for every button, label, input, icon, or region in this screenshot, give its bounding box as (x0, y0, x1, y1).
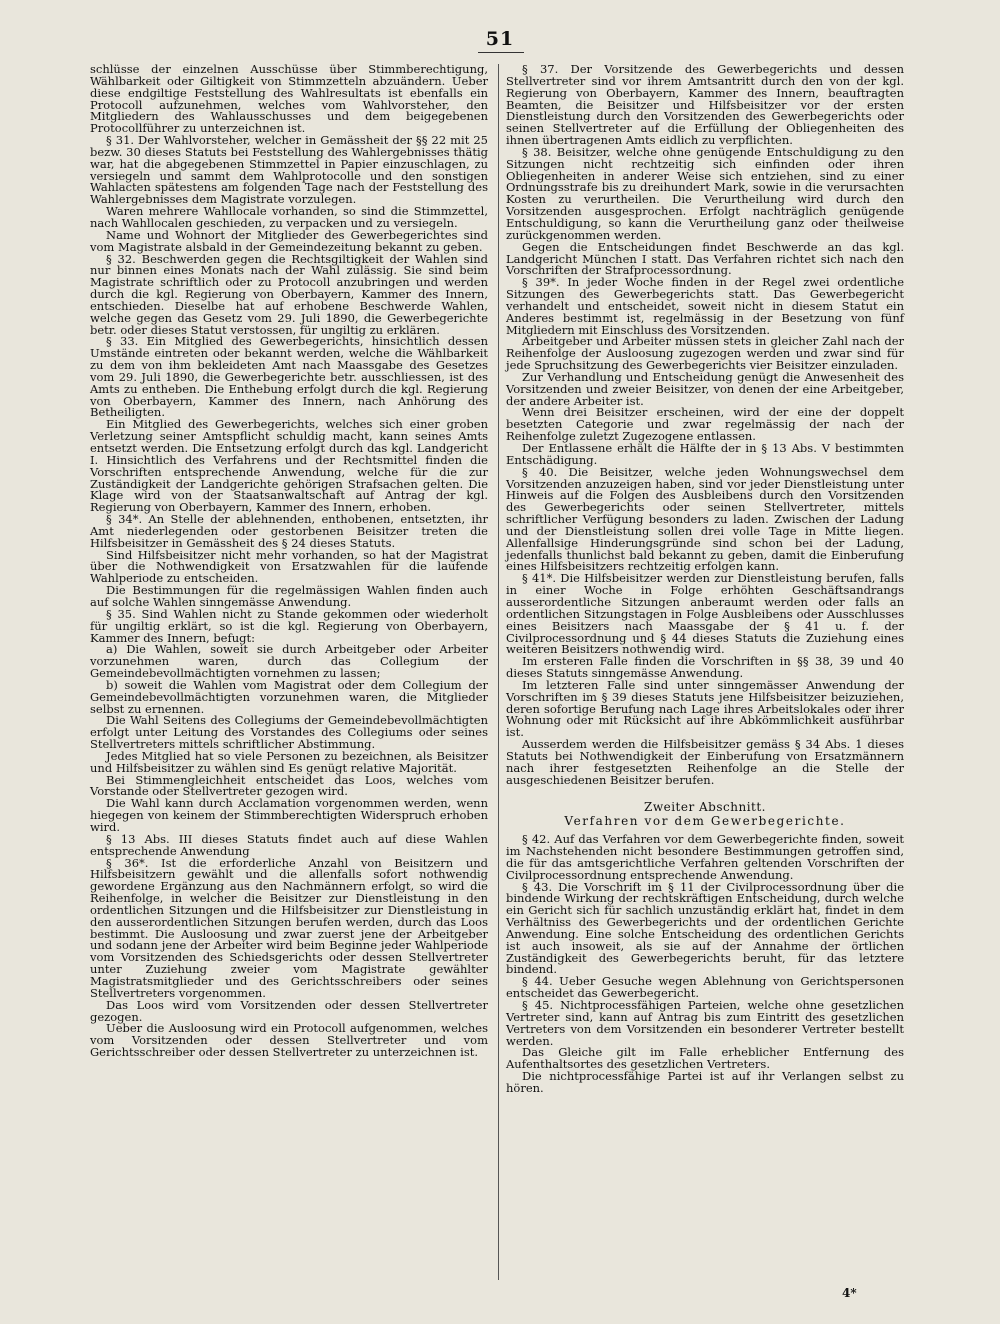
paragraph: Waren mehrere Wahllocale vorhanden, so sind die Stimmzettel, nach Wahllocalen geschieden, zu verpacken und zu versiegeln. (90, 204, 488, 230)
paragraph: Jedes Mitglied hat so viele Personen zu bezeichnen, als Beisitzer und Hilfsbeisitzer zu wählen sind Es genügt relative Majorität. (90, 748, 488, 775)
paragraph-section-44: § 44. Ueber Gesuche wegen Ablehnung von Gerichtspersonen entscheidet das Gewerbegericht. (506, 974, 904, 1001)
header-rule (478, 52, 524, 53)
paragraph-section-33: § 33. Ein Mitglied des Gewerbegerichts, hinsichtlich dessen Umstände eintreten oder bekannt werden, welche die Wählbarkeit zu dem von ihm bekleideten Amt nach Maassgabe des Gesetzes vom 29. Juli 1890, die Gewerbegerichte betr. ausschliessen, ist des Amts zu entheben. Die Enthebung erfolgt durch die kgl. Regierung von Oberbayern, Kammer des Innern, nach Anhörung des Betheiligten. (90, 334, 488, 420)
page-number: 51 (485, 28, 515, 50)
paragraph-section-40: § 40. Die Beisitzer, welche jeden Wohnungswechsel dem Vorsitzenden anzuzeigen haben, sind vor jeder Dienstleistung unter Hinweis auf die Folgen des Ausbleibens durch den Vorsitzenden des Gewerbegerichts oder seinen Stellvertreter, mittels schriftlicher Verfügung besonders zu laden. Zwischen der Ladung und der Dienstleistung sollen drei volle Tage in Mitte liegen. Allenfallsige Hinderungsgründe sind schon bei der Ladung, jedenfalls thunlichst bald bekannt zu geben, damit die Einberufung eines Hilfsbeisitzers rechtzeitig erfolgen kann. (506, 464, 904, 574)
paragraph: Ein Mitglied des Gewerbegerichts, welches sich einer groben Verletzung seiner Amtspflicht schuldig macht, kann seines Amts entsetzt werden. Die Entsetzung erfolgt durch das kgl. Landgericht I. Hinsichtlich des Verfahrens und der Rechtsmittel finden die Vorschriften entsprechende Anwendung, welche für die zur Zuständigkeit der Landgerichte gehörigen Strafsachen gelten. Die Klage wird von der Staatsanwaltschaft auf Antrag der kgl. Regierung von Oberbayern, Kammer des Innern, erhoben. (90, 417, 488, 515)
paragraph-section-39: § 39*. In jeder Woche finden in der Regel zwei ordentliche Sitzungen des Gewerbegerichts statt. Das Gewerbegericht verhandelt und entscheidet, soweit nicht in diesem Statut ein Anderes bestimmt ist, regelmässig in der Besetzung von fünf Mitgliedern mit Einschluss des Vorsitzenden. (506, 275, 904, 337)
paragraph-section-36: § 36*. Ist die erforderliche Anzahl von Beisitzern und Hilfsbeisitzern gewählt und die allenfalls sofort nothwendig gewordene Ergänzung aus den Nachmännern erfolgt, so wird die Reihenfolge, in welcher die Beisitzer zur Dienstleistung in den ordentlichen Sitzungen und die Hilfsbeisitzer zur Dienstleistung in den ausserordentlichen Sitzungen berufen werden, durch das Loos bestimmt. Die Ausloosung und zwar zuerst jene der Arbeitgeber und sodann jene der Arbeiter wird beim Beginne jeder Wahlperiode vom Vorsitzenden des Schiedsgerichts oder dessen Stellvertreter unter Zuziehung zweier vom Magistrate gewählter Magistratsmitglieder und des Gerichtsschreibers oder seines Stellvertreters vorgenommen. (90, 855, 488, 1000)
section-title: Zweiter Abschnitt. (643, 800, 766, 815)
paragraph: Ueber die Ausloosung wird ein Protocoll aufgenommen, welches vom Vorsitzenden oder dessen Stellvertreter und vom Gerichtsschreiber oder dessen Stellvertreter zu unterzeichnen ist. (90, 1021, 488, 1060)
paragraph: Ausserdem werden die Hilfsbeisitzer gemäss § 34 Abs. 1 dieses Statuts bei Nothwendigkeit der Einberufung von Ersatzmännern nach ihrer festgesetzten Reihenfolge an die Stelle der ausgeschiedenen Beisitzer berufen. (506, 737, 904, 787)
list-item-b: b) soweit die Wahlen vom Magistrat oder dem Collegium der Gemeindebevollmächtigten vorzunehmen waren, die Mitglieder selbst zu ernennen. (90, 677, 488, 716)
printer-signature: 4* (842, 1286, 857, 1300)
paragraph-section-42: § 42. Auf das Verfahren vor dem Gewerbegerichte finden, soweit im Nachstehenden nicht besondere Bestimmungen getroffen sind, die für das amtsgerichtliche Verfahren geltenden Vorschriften der Civilprocessordnung entsprechende Anwendung. (506, 832, 904, 882)
paragraph: Zur Verhandlung und Entscheidung genügt die Anwesenheit des Vorsitzenden und zweier Beisitzer, von denen der eine Arbeitgeber, der andere Arbeiter ist. (506, 369, 904, 408)
list-item-a: a) Die Wahlen, soweit sie durch Arbeitgeber oder Arbeiter vorzunehmen waren, durch das Collegium der Gemeindebevollmächtigten vornehmen zu lassen; (90, 642, 488, 681)
paragraph: Die Wahl Seitens des Collegiums der Gemeindebevollmächtigten erfolgt unter Leitung des Vorstandes des Collegiums oder seines Stellvertreters mittels schriftlicher Abstimmung. (90, 713, 488, 752)
paragraph-section-45: § 45. Nichtprocessfähigen Parteien, welche ohne gesetzlichen Vertreter sind, kann auf Antrag bis zum Eintritt des gesetzlichen Vertreters von dem Vorsitzenden ein besonderer Vertreter bestellt werden. (506, 997, 904, 1048)
paragraph-section-31: § 31. Der Wahlvorsteher, welcher in Gemässheit der §§ 22 mit 25 bezw. 30 dieses Statuts bei Feststellung des Wahlergebnisses thätig war, hat die abgegebenen Stimmzettel in Papier einzuschlagen, zu versiegeln und sammt dem Wahlprotocolle und den sonstigen Wahlacten spätestens am folgenden Tage nach der Feststellung des Wahlergebnisses dem Magistrate vorzulegen. (90, 133, 488, 207)
column-divider (498, 64, 499, 1280)
section-subtitle: Verfahren vor dem Gewerbegerichte. (564, 814, 846, 829)
paragraph-section-38: § 38. Beisitzer, welche ohne genügende Entschuldigung zu den Sitzungen nicht rechtzeitig sich einfinden oder ihren Obliegenheiten in anderer Weise sich entziehen, sind zu einer Ordnungsstrafe bis zu dreihundert Mark, sowie in die verursachten Kosten zu verurtheilen. Die Verurtheilung wird durch den Vorsitzenden ausgesprochen. Erfolgt nachträglich genügende Entschuldigung, so kann die Verurtheilung ganz oder theilweise zurückgenommen werden. (506, 144, 904, 242)
paragraph: Die Bestimmungen für die regelmässigen Wahlen finden auch auf solche Wahlen sinngemässe Anwendung. (90, 583, 488, 609)
paragraph: Im letzteren Falle sind unter sinngemässer Anwendung der Vorschriften im § 39 dieses Statuts jene Hilfsbeisitzer beizuziehen, deren sofortige Berufung nach Lage ihres Arbeitslokales oder ihrer Wohnung oder mit Rücksicht auf ihre Abkömmlichkeit ausführbar ist. (506, 677, 904, 740)
paragraph: Arbeitgeber und Arbeiter müssen stets in gleicher Zahl nach der Reihenfolge der Ausloosung zugezogen werden und zwar sind für jede Spruchsitzung des Gewerbegerichts vier Beisitzer einzuladen. (506, 334, 904, 373)
paragraph-section-41: § 41*. Die Hilfsbeisitzer werden zur Dienstleistung berufen, falls in einer Woche in Folge erhöhten Geschäftsandrangs ausserordentliche Sitzungen anberaumt werden oder falls an ordentlichen Sitzungstagen in Folge Ausbleibens oder Ausschlusses eines Beisitzers nach Maassgabe der § 41 u. f. der Civilprocessordnung und § 44 dieses Statuts die Zuziehung eines weiteren Beisitzers nothwendig wird. (506, 571, 904, 657)
paragraph: Die nichtprocessfähige Partei ist auf ihr Verlangen selbst zu hören. (506, 1069, 904, 1095)
paragraph: Der Entlassene erhält die Hälfte der in § 13 Abs. V bestimmten Entschädigung. (506, 441, 904, 467)
left-column (90, 64, 488, 1059)
paragraph-section-37: § 37. Der Vorsitzende des Gewerbegerichts und dessen Stellvertreter sind vor ihrem Amtsantritt durch den von der kgl. Regierung von Oberbayern, Kammer des Innern, beauftragten Beamten, die Beisitzer und Hilfsbeisitzer vor der ersten Dienstleistung durch den Vorsitzenden des Gewerbegerichts oder seinen Stellvertreter auf die Erfüllung der Obliegenheiten des ihnen übertragenen Amts eidlich zu verpflichten. (506, 62, 904, 148)
paragraph: Wenn drei Beisitzer erscheinen, wird der eine der doppelt besetzten Categorie und zwar regelmässig der nach der Reihenfolge zuletzt Zugezogene entlassen. (506, 405, 904, 444)
right-column (506, 64, 904, 1095)
paragraph: Das Loos wird vom Vorsitzenden oder dessen Stellvertreter gezogen. (90, 997, 488, 1024)
paragraph: Name und Wohnort der Mitglieder des Gewerbegerichtes sind vom Magistrate alsbald in der Gemeindezeitung bekannt zu geben. (90, 227, 488, 254)
paragraph-section-35: § 35. Sind Wahlen nicht zu Stande gekommen oder wiederholt für ungiltig erklärt, so ist die kgl. Regierung von Oberbayern, Kammer des Innern, befugt: (90, 606, 488, 645)
paragraph: Im ersteren Falle finden die Vorschriften in §§ 38, 39 und 40 dieses Statuts sinngemässe Anwendung. (506, 654, 904, 681)
paragraph: Die Wahl kann durch Acclamation vorgenommen werden, wenn hiegegen von keinem der Stimmberechtigten Widerspruch erhoben wird. (90, 796, 488, 834)
paragraph-section-32: § 32. Beschwerden gegen die Rechtsgiltigkeit der Wahlen sind nur binnen eines Monats nach der Wahl zulässig. Sie sind beim Magistrate schriftlich oder zu Protocoll anzubringen und werden durch die kgl. Regierung von Oberbayern, Kammer des Innern, entschieden. Dieselbe hat auf erhobene Beschwerde Wahlen, welche gegen das Gesetz vom 29. Juli 1890, die Gewerbegerichte betr. oder dieses Statut verstossen, für ungiltig zu erklären. (90, 251, 488, 337)
paragraph: Das Gleiche gilt im Falle erheblicher Entfernung des Aufenthaltsortes des gesetzlichen Vertreters. (506, 1045, 904, 1072)
paragraph: schlüsse der einzelnen Ausschüsse über Stimmberechtigung, Wählbarkeit oder Giltigkeit von Stimmzetteln abzuändern. Ueber diese endgiltige Feststellung des Wahlresultats ist ebenfalls ein Protocoll aufzunehmen, welches vom Wahlvorsteher, den Mitgliedern des Wahlausschusses und dem beigegebenen Protocollführer zu unterzeichnen ist. (90, 62, 488, 136)
paragraph: Sind Hilfsbeisitzer nicht mehr vorhanden, so hat der Magistrat über die Nothwendigkeit von Ersatzwahlen für die laufende Wahlperiode zu entscheiden. (90, 547, 488, 586)
paragraph-section-43: § 43. Die Vorschrift im § 11 der Civilprocessordnung über die bindende Wirkung der rechtskräftigen Entscheidung, durch welche ein Gericht sich für sachlich unzuständig erklärt hat, findet in dem Verhältniss des Gewerbegerichts und der ordentlichen Gerichte Anwendung. Eine solche Entscheidung des ordentlichen Gerichts ist auch insoweit, als sie auf der Annahme der örtlichen Zuständigkeit des Gewerbegerichts beruht, für das letztere bindend. (506, 879, 904, 977)
paragraph: § 13 Abs. III dieses Statuts findet auch auf diese Wahlen entsprechende Anwendung (90, 831, 488, 858)
paragraph-section-34: § 34*. An Stelle der ablehnenden, enthobenen, entsetzten, ihr Amt niederlegenden oder gestorbenen Beisitzer treten die Hilfsbeisitzer in Gemässheit des § 24 dieses Statuts. (90, 512, 488, 550)
paragraph: Bei Stimmengleichheit entscheidet das Loos, welches vom Vorstande oder Stellvertreter gezogen wird. (90, 772, 488, 799)
paragraph: Gegen die Entscheidungen findet Beschwerde an das kgl. Landgericht München I statt. Das Verfahren richtet sich nach den Vorschriften der Strafprocessordnung. (506, 239, 904, 278)
